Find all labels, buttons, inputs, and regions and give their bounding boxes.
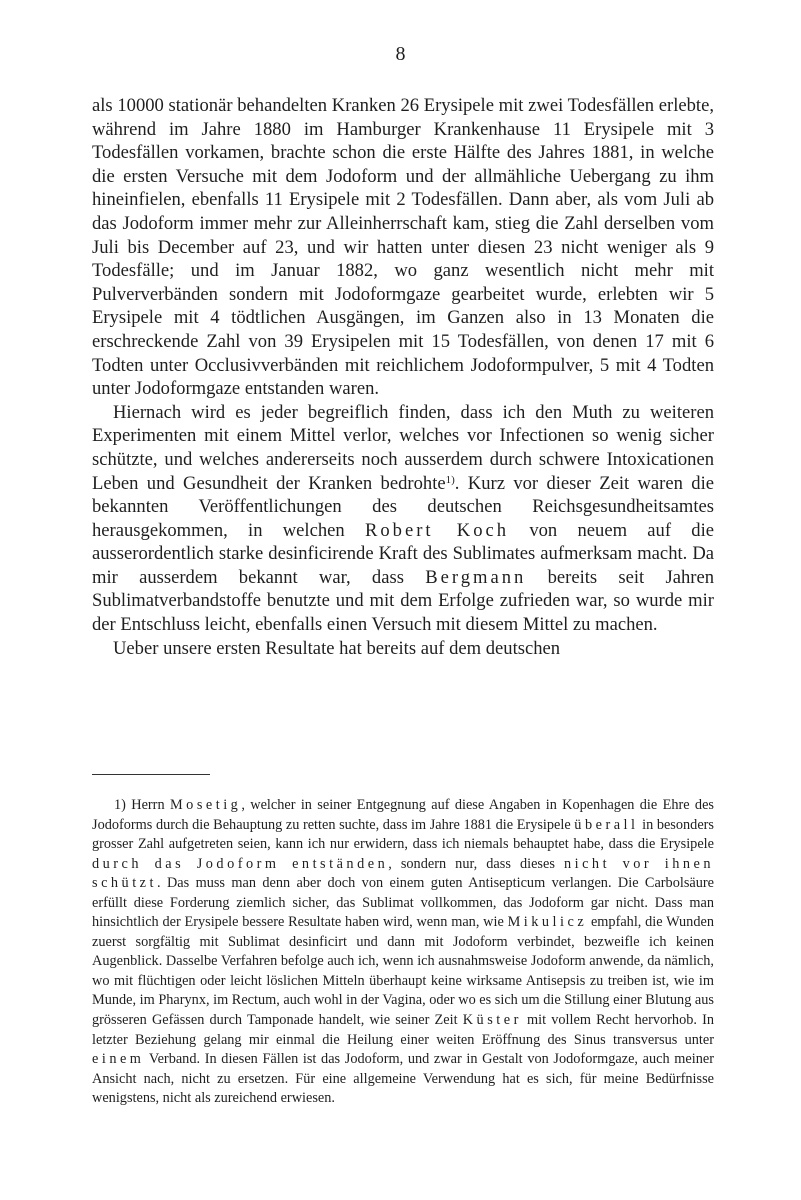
text-segment: von neuem auf die ausserordentlich starke desinficirende Kraft des Sublimates aufmerksam macht. Da mir ausserdem bekannt war, dass	[92, 519, 714, 588]
footnote-divider	[92, 774, 210, 775]
text-segment: Hiernach wird es jeder begreiflich finden, dass ich den Muth zu weiteren Experimenten mit einem Mittel verlor, welches vor Infectionen so wenig sicher schützte, und welches andererseits noch ausserdem durch schwere Intoxicationen Leben und Gesundheit der Kranken bedrohte	[92, 401, 714, 494]
spaced-name-bergmann: Bergmann	[425, 566, 527, 588]
spaced-name-kuester: Küster	[462, 1012, 522, 1029]
footnote-segment: 1) Herrn	[114, 797, 170, 813]
text-segment: . Kurz vor dieser Zeit waren die bekannten Veröffentlichungen des deutschen Reichsgesundheitsamtes herausgekommen, in welchen	[92, 472, 714, 541]
footnote-segment: Verband. In diesen Fällen ist das Jodoform, und zwar in Gestalt von Jodoformgaze, auch meiner Ansicht nach, nicht zu ersetzen. Für eine allgemeine Verwendung hat es sich, für meine Bedürfnisse wenigstens, nicht als zureichend erwiesen.	[92, 1051, 714, 1107]
spaced-word-einem: einem	[92, 1051, 145, 1068]
footnote-segment: mit vollem Recht hervorhob. In letzter Beziehung gelang mir einmal die Heilung einer weiten Eröffnung des Sinus transversus unter	[92, 1012, 715, 1048]
spaced-name-robert-koch: Robert Koch	[364, 519, 510, 541]
main-text	[92, 94, 714, 660]
page-number: 8	[395, 43, 406, 65]
paragraph-1	[92, 94, 714, 401]
paragraph-3	[92, 637, 714, 661]
footnote	[92, 796, 714, 1109]
spaced-name-mosetig: Mosetig	[169, 797, 242, 813]
text-segment: Ueber unsere ersten Resultate hat bereits auf dem deutschen	[113, 637, 561, 659]
paragraph-2	[92, 401, 714, 637]
text-segment: bereits seit Jahren Sublimatverbandstoffe benutzte und mit dem Erfolge zufrieden war, so wurde mir der Entschluss leicht, ebenfalls einen Versuch mit diesem Mittel zu machen.	[92, 566, 715, 636]
spaced-phrase-nicht-vor-ihnen: nicht vor ihnen schützt	[92, 855, 714, 892]
spaced-word-ueberall: überall	[574, 816, 639, 833]
text-segment: als 10000 stationär behandelten Kranken 26 Erysipele mit zwei Todesfällen erlebte, während im Jahre 1880 im Hamburger Krankenhause 11 Erysipele mit 3 Todesfällen vorkamen, brachte schon die erste Hälfte des Jahres 1881, in welche die ersten Versuche mit dem Jodoform und der allmähliche Uebergang zu ihm hineinfielen, ebenfalls 11 Erysipele mit 2 Todesfällen. Dann aber, als vom Juli ab das Jodoform immer mehr zur Alleinherrschaft kam, stieg die Zahl derselben vom Juli bis December auf 23, und wir hatten unter diesen 23 nicht weniger als 9 Todesfälle; und im Januar 1882, wo ganz wesentlich nicht mehr mit Pulververbänden sondern mit Jodoformgaze gearbeitet wurde, erlebten wir 5 Erysipele mit 4 tödtlichen Ausgängen, im Ganzen also in 13 Monaten die erschreckende Zahl von 39 Erysipelen mit 15 Todesfällen, von denen 17 mit 6 Todten unter Occlusivverbänden mit reichlichem Jodoformpulver, 5 mit 4 Todten unter Jodoformgaze entstanden waren.	[92, 95, 714, 400]
footnote-segment: . Das muss man denn aber doch von einem guten Antisepticum verlangen. Die Carbolsäure erfüllt diese Forderung ziemlich sicher, das Sublimat vollkommen, das Jodoform gar nicht. Dass man hinsichtlich der Erysipele bessere Resultate haben wird, wenn man, wie	[92, 875, 714, 931]
footnote-1	[92, 796, 714, 1109]
spaced-name-mikulicz: Mikulicz	[507, 914, 588, 931]
footnote-segment: , sondern nur, dass dieses	[388, 855, 564, 872]
spaced-phrase-durch-das-jodoform: durch das Jodoform entständen	[92, 855, 389, 872]
footnote-marker: 1)	[445, 473, 455, 486]
footnote-segment: in besonders grosser Zahl aufgetreten seien, kann ich nur erwidern, dass ich niemals behauptet habe, dass die Erysipele	[92, 816, 714, 853]
footnote-segment: , welcher in seiner Entgegnung auf diese Angaben in Kopenhagen die Ehre des Jodoforms durch die Behauptung zu retten suchte, dass im Jahre 1881 die Erysipele	[92, 797, 714, 833]
footnote-segment: empfahl, die Wunden zuerst sorgfältig mit Sublimat desinficirt und dann mit Jodoform verbindet, bezweifle ich keinen Augenblick. Dasselbe Verfahren befolge auch ich, wenn ich ausnahmsweise Jodoform anwende, da nämlich, wo mit flüchtigen oder leicht löslichen Mitteln überhaupt keine wirksame Antisepsis zu treiben ist, wie im Munde, im Pharynx, im Rectum, auch wohl in der Vagina, oder wo es sich um die Stillung einer Blutung aus grösseren Gefässen durch Tamponade handelt, wie seiner Zeit	[92, 914, 714, 1029]
